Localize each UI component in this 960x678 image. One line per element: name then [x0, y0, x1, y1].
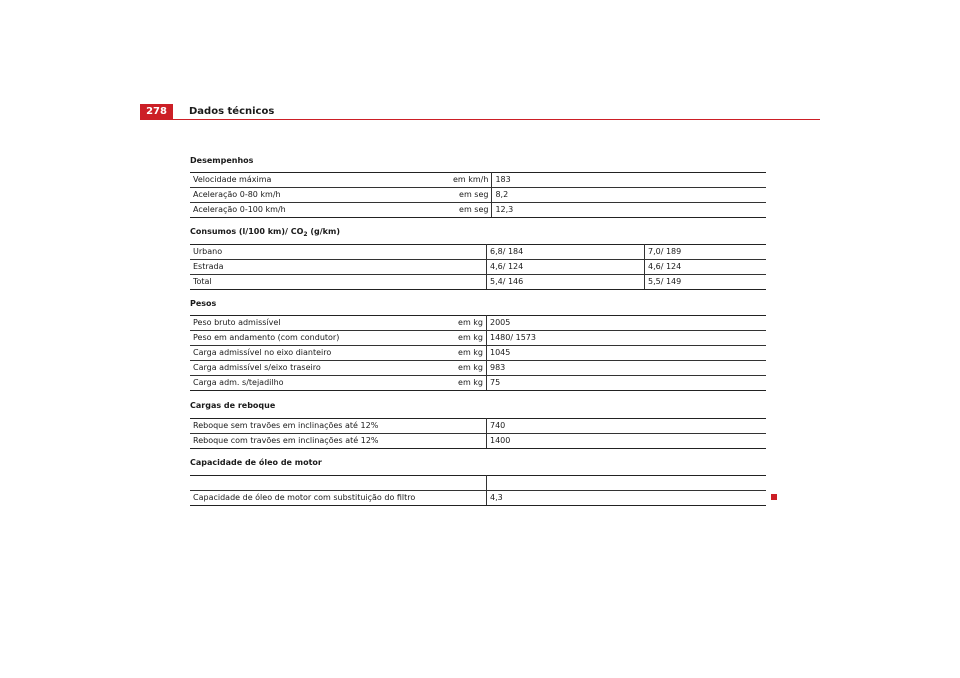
section-title-consumption — [190, 227, 340, 237]
row-label: Estrada — [190, 260, 450, 275]
row-unit: em seg — [450, 203, 492, 218]
row-label: Reboque sem travões em inclinações até 12% — [190, 419, 450, 434]
row-value: 183 — [492, 173, 766, 188]
section-title-performance: Desempenhos — [190, 156, 254, 165]
row-unit: em km/h — [450, 173, 492, 188]
row-value — [487, 476, 767, 491]
row-value: 8,2 — [492, 188, 766, 203]
row-label: Reboque com travões em inclinações até 12% — [190, 434, 450, 449]
row-label: Urbano — [190, 245, 450, 260]
table-row — [190, 203, 766, 218]
table-row — [190, 476, 766, 491]
table-row — [190, 260, 766, 275]
row-label: Aceleração 0-100 km/h — [190, 203, 450, 218]
row-value-2: 4,6/ 124 — [645, 260, 767, 275]
header-rule — [140, 119, 820, 120]
row-value: 12,3 — [492, 203, 766, 218]
row-value: 1480/ 1573 — [487, 331, 767, 346]
row-value-1: 5,4/ 146 — [487, 275, 645, 290]
row-value: 1045 — [487, 346, 767, 361]
row-value: 1400 — [487, 434, 767, 449]
row-label: Velocidade máxima — [190, 173, 450, 188]
row-value: 740 — [487, 419, 767, 434]
row-unit: em kg — [450, 331, 487, 346]
page-number: 278 — [140, 104, 173, 119]
consumption-title-subscript: 2 — [303, 231, 308, 238]
section-title-towing: Cargas de reboque — [190, 401, 276, 410]
row-label: Total — [190, 275, 450, 290]
table-row — [190, 188, 766, 203]
row-label: Capacidade de óleo de motor com substituição do filtro — [190, 491, 450, 506]
table-row — [190, 419, 766, 434]
consumption-title-main: Consumos (l/100 km)/ CO — [190, 227, 304, 236]
consumption-table — [190, 244, 766, 290]
row-value-1: 4,6/ 124 — [487, 260, 645, 275]
row-value: 983 — [487, 361, 767, 376]
table-row — [190, 434, 766, 449]
section-title-oil: Capacidade de óleo de motor — [190, 458, 322, 467]
row-value: 75 — [487, 376, 767, 391]
row-unit: em kg — [450, 346, 487, 361]
row-label: Peso bruto admissível — [190, 316, 450, 331]
row-unit: em kg — [450, 376, 487, 391]
table-row — [190, 173, 766, 188]
row-label — [190, 476, 450, 491]
oil-table — [190, 475, 766, 506]
row-label: Carga admissível s/eixo traseiro — [190, 361, 450, 376]
table-row — [190, 346, 766, 361]
section-title-weights: Pesos — [190, 299, 217, 308]
towing-table — [190, 418, 766, 449]
page-header-title: Dados técnicos — [189, 106, 275, 117]
row-value: 4,3 — [487, 491, 767, 506]
table-row — [190, 376, 766, 391]
row-label: Peso em andamento (com condutor) — [190, 331, 450, 346]
row-value-1: 6,8/ 184 — [487, 245, 645, 260]
row-label: Carga admissível no eixo dianteiro — [190, 346, 450, 361]
table-row — [190, 331, 766, 346]
row-unit: em seg — [450, 188, 492, 203]
weights-table — [190, 315, 766, 391]
end-of-section-marker — [771, 494, 777, 500]
row-label: Aceleração 0-80 km/h — [190, 188, 450, 203]
row-unit: em kg — [450, 316, 487, 331]
table-row — [190, 491, 766, 506]
row-value-2: 5,5/ 149 — [645, 275, 767, 290]
row-value-2: 7,0/ 189 — [645, 245, 767, 260]
table-row — [190, 245, 766, 260]
row-value: 2005 — [487, 316, 767, 331]
row-label: Carga adm. s/tejadilho — [190, 376, 450, 391]
table-row — [190, 316, 766, 331]
performance-table — [190, 172, 766, 218]
row-unit: em kg — [450, 361, 487, 376]
table-row — [190, 361, 766, 376]
consumption-title-unit: (g/km) — [307, 227, 340, 236]
table-row — [190, 275, 766, 290]
